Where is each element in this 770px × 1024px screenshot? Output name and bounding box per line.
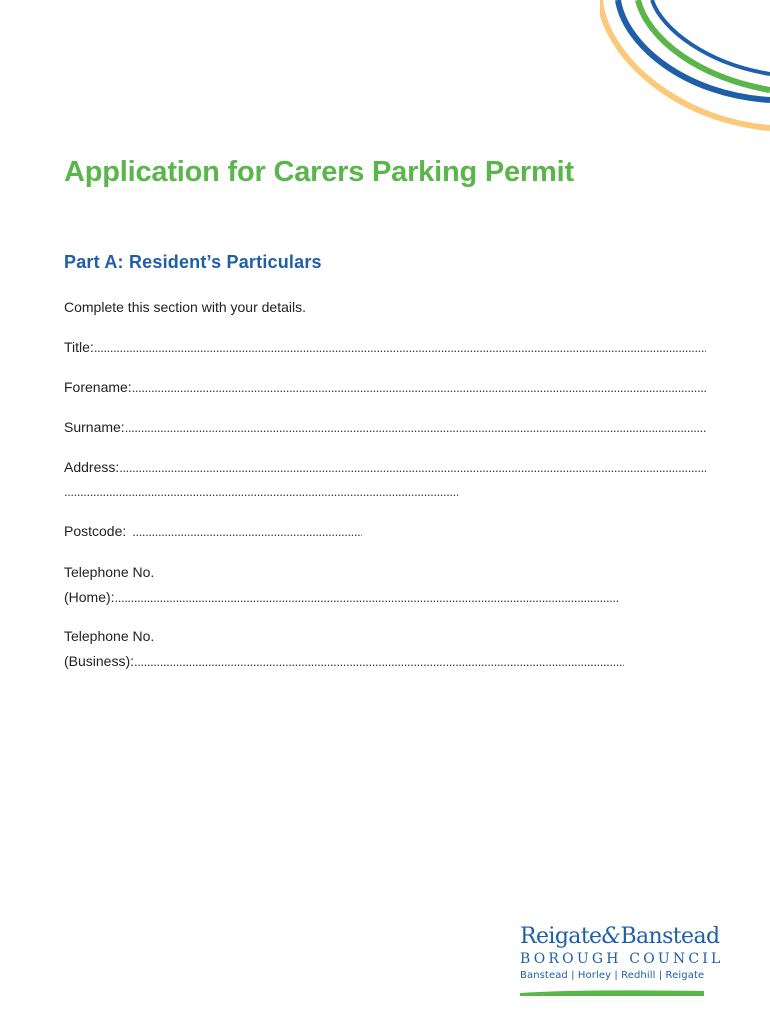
postcode-label: Postcode: — [64, 523, 127, 539]
surname-field[interactable] — [64, 419, 706, 435]
postcode-entry-line[interactable] — [132, 524, 362, 539]
section-heading: Part A: Resident’s Particulars — [64, 252, 322, 272]
title-label: Title: — [64, 339, 94, 355]
address-entry-line-1[interactable] — [119, 460, 706, 475]
surname-entry-line[interactable] — [125, 420, 706, 435]
logo-council: BOROUGH COUNCIL — [520, 951, 724, 967]
address-entry-line-2[interactable] — [64, 484, 458, 499]
title-entry-line[interactable] — [94, 340, 706, 355]
title-field[interactable] — [64, 339, 706, 355]
decorative-arcs — [600, 0, 770, 140]
logo-towns: Banstead | Horley | Redhill | Reigate — [520, 970, 705, 981]
logo-name-part1: Reigate — [520, 924, 602, 949]
intro-text: Complete this section with your details. — [64, 299, 306, 315]
telephone-business-label-1: Telephone No. — [64, 628, 155, 644]
telephone-home-label-1: Telephone No. — [64, 564, 155, 580]
council-logo — [520, 924, 724, 1001]
address-label: Address: — [64, 459, 120, 475]
address-field[interactable] — [64, 459, 706, 475]
telephone-home-label-2: (Home): — [64, 589, 115, 605]
postcode-field[interactable] — [64, 523, 362, 539]
arc-navy-inner — [652, 0, 770, 74]
page-title: Application for Carers Parking Permit — [64, 156, 574, 188]
telephone-business-field[interactable] — [64, 653, 624, 669]
telephone-home-field[interactable] — [64, 589, 620, 605]
logo-name — [520, 924, 720, 950]
telephone-business-entry-line[interactable] — [134, 654, 624, 669]
forename-label: Forename: — [64, 379, 132, 395]
logo-swoosh-bar — [520, 989, 704, 996]
telephone-business-label-2: (Business): — [64, 653, 135, 669]
logo-ampersand: & — [601, 924, 621, 949]
telephone-home-entry-line[interactable] — [115, 590, 620, 605]
forename-field[interactable] — [64, 379, 706, 395]
forename-entry-line[interactable] — [132, 380, 706, 395]
surname-label: Surname: — [64, 419, 125, 435]
logo-name-part2: Banstead — [620, 924, 720, 949]
